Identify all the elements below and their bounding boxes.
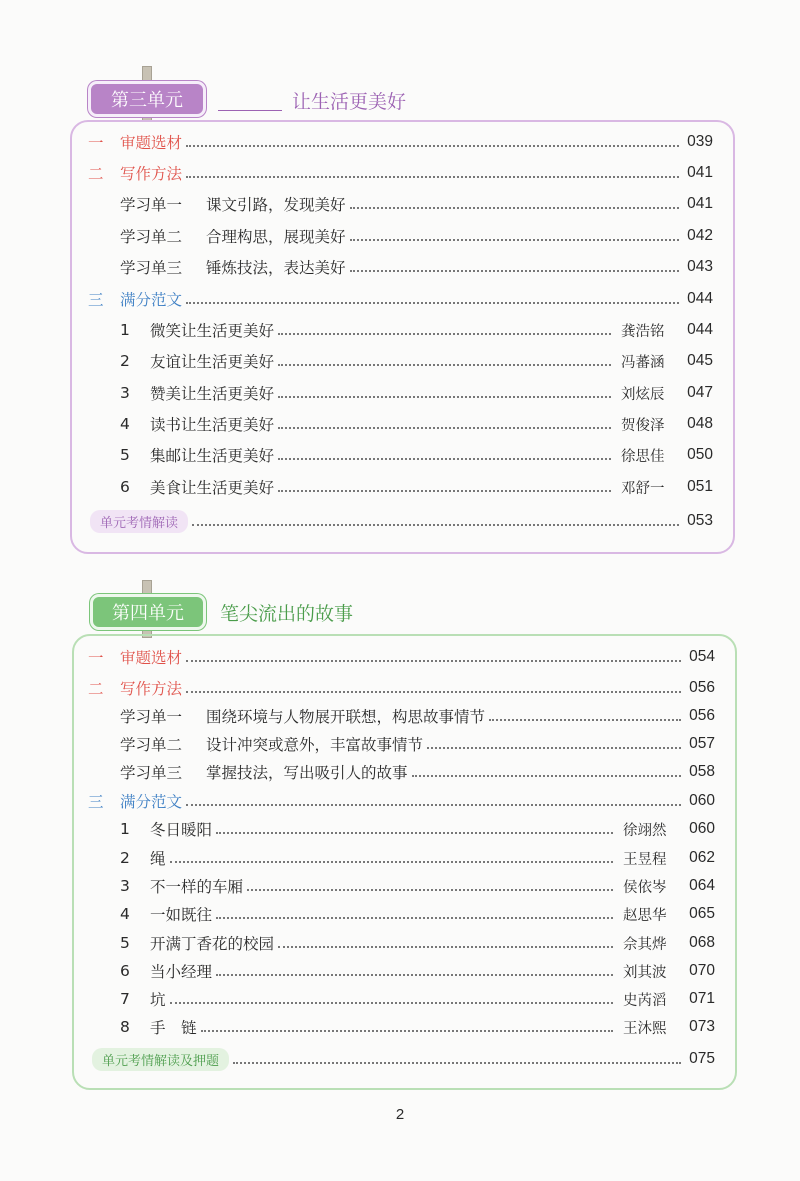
toc-essay-row[interactable] — [120, 472, 713, 502]
toc-section-row[interactable] — [88, 127, 713, 157]
toc-essay-row[interactable] — [120, 346, 713, 376]
study-unit-label: 学习单二 — [120, 736, 183, 754]
study-unit-text: 设计冲突或意外，丰富故事情节 — [206, 736, 424, 754]
page-ref: 056 — [689, 679, 715, 696]
essay-author: 冯蕃涵 — [621, 354, 665, 371]
toc-essay-row[interactable] — [120, 871, 715, 901]
leader-dots — [216, 974, 613, 976]
essay-number: 2 — [120, 849, 130, 867]
page-ref: 054 — [689, 648, 715, 665]
toc-section-row[interactable] — [88, 673, 715, 703]
page-ref: 064 — [689, 877, 715, 894]
leader-dots — [192, 524, 679, 526]
essay-number: 7 — [120, 990, 130, 1008]
essay-author: 刘其波 — [623, 964, 667, 981]
essay-title: 不一样的车厢 — [150, 878, 244, 896]
study-unit-label: 学习单三 — [120, 259, 183, 277]
leader-dots — [350, 239, 679, 241]
page-number: 2 — [395, 1106, 405, 1123]
page-ref: 051 — [687, 478, 713, 495]
toc-footer-row[interactable] — [90, 506, 713, 536]
essay-number: 5 — [120, 934, 130, 952]
essay-number: 1 — [120, 321, 130, 339]
unit-review-pill: 单元考情解读及押题 — [92, 1048, 229, 1071]
essay-title: 微笑让生活更美好 — [150, 322, 275, 340]
essay-number: 4 — [120, 905, 130, 923]
leader-dots — [278, 490, 611, 492]
unit-title — [218, 87, 406, 114]
essay-title: 绳 — [150, 850, 166, 868]
toc-essay-row[interactable] — [120, 899, 715, 929]
leader-dots — [489, 719, 681, 721]
toc-study-row[interactable] — [120, 701, 715, 731]
study-unit-label: 学习单二 — [120, 228, 183, 246]
page-ref: 057 — [689, 735, 715, 752]
page-ref: 042 — [687, 227, 713, 244]
leader-dots — [216, 917, 613, 919]
leader-dots — [278, 396, 611, 398]
section-number: 一 — [88, 649, 104, 667]
section-number: 三 — [88, 291, 104, 309]
section-label: 写作方法 — [120, 680, 183, 698]
essay-number: 6 — [120, 962, 130, 980]
page-ref: 062 — [689, 849, 715, 866]
toc-study-row[interactable] — [120, 189, 713, 219]
page-ref: 071 — [689, 990, 715, 1007]
section-number: 二 — [88, 165, 104, 183]
page-ref: 050 — [687, 446, 713, 463]
toc-essay-row[interactable] — [120, 984, 715, 1014]
page-ref: 045 — [687, 352, 713, 369]
leader-dots — [350, 270, 679, 272]
study-unit-text: 课文引路，发现美好 — [206, 196, 346, 214]
study-unit-text: 锤炼技法，表达美好 — [206, 259, 346, 277]
title-blank-line — [218, 92, 282, 111]
essay-number: 3 — [120, 384, 130, 402]
toc-essay-row[interactable] — [120, 843, 715, 873]
page-ref: 044 — [687, 290, 713, 307]
essay-author: 王昱程 — [623, 851, 667, 868]
page-ref: 043 — [687, 258, 713, 275]
study-unit-label: 学习单一 — [120, 196, 183, 214]
toc-section-row[interactable] — [88, 158, 713, 188]
study-unit-text: 合理构思，展现美好 — [206, 228, 346, 246]
toc-footer-row[interactable] — [92, 1044, 715, 1074]
leader-dots — [412, 775, 681, 777]
section-label: 满分范文 — [120, 793, 183, 811]
study-unit-text: 围绕环境与人物展开联想，构思故事情节 — [206, 708, 486, 726]
page-ref: 044 — [687, 321, 713, 338]
toc-section-row[interactable] — [88, 786, 715, 816]
essay-title: 坑 — [150, 991, 166, 1009]
essay-author: 侯依岑 — [623, 879, 667, 896]
toc-section-row[interactable] — [88, 284, 713, 314]
essay-author: 佘其烨 — [623, 936, 667, 953]
leader-dots — [170, 1002, 613, 1004]
page-ref: 041 — [687, 195, 713, 212]
toc-study-row[interactable] — [120, 221, 713, 251]
leader-dots — [186, 176, 679, 178]
page-ref: 060 — [689, 820, 715, 837]
page-ref: 068 — [689, 934, 715, 951]
essay-number: 1 — [120, 820, 130, 838]
leader-dots — [233, 1062, 681, 1064]
essay-title: 手 链 — [150, 1019, 197, 1037]
essay-title: 友谊让生活更美好 — [150, 353, 275, 371]
essay-number: 3 — [120, 877, 130, 895]
essay-number: 5 — [120, 446, 130, 464]
section-number: 二 — [88, 680, 104, 698]
leader-dots — [278, 458, 611, 460]
section-number: 一 — [88, 134, 104, 152]
leader-dots — [186, 145, 679, 147]
leader-dots — [350, 207, 679, 209]
leader-dots — [186, 660, 681, 662]
page-ref: 047 — [687, 384, 713, 401]
essay-number: 6 — [120, 478, 130, 496]
essay-title: 当小经理 — [150, 963, 213, 981]
toc-essay-row[interactable] — [120, 315, 713, 345]
toc-study-row[interactable] — [120, 252, 713, 282]
toc-section-row[interactable] — [88, 642, 715, 672]
leader-dots — [278, 364, 611, 366]
page-ref: 039 — [687, 133, 713, 150]
section-label: 满分范文 — [120, 291, 183, 309]
leader-dots — [278, 427, 611, 429]
essay-author: 刘炫辰 — [621, 386, 665, 403]
page-ref: 056 — [689, 707, 715, 724]
page-ref: 070 — [689, 962, 715, 979]
essay-author: 史芮滔 — [623, 992, 667, 1009]
page-ref: 075 — [689, 1050, 715, 1067]
essay-author: 贺俊泽 — [621, 417, 665, 434]
leader-dots — [278, 946, 613, 948]
unit-label-badge: 第三单元 — [88, 81, 206, 117]
study-unit-text: 掌握技法，写出吸引人的故事 — [206, 764, 408, 782]
toc-essay-row[interactable] — [120, 1012, 715, 1042]
page-ref: 053 — [687, 512, 713, 529]
essay-title: 赞美让生活更美好 — [150, 385, 275, 403]
leader-dots — [427, 747, 681, 749]
toc-essay-row[interactable] — [120, 814, 715, 844]
toc-essay-row[interactable] — [120, 378, 713, 408]
unit-label-badge: 第四单元 — [90, 594, 206, 630]
page-ref: 058 — [689, 763, 715, 780]
section-number: 三 — [88, 793, 104, 811]
page-ref: 041 — [687, 164, 713, 181]
essay-number: 4 — [120, 415, 130, 433]
toc-essay-row[interactable] — [120, 956, 715, 986]
essay-author: 赵思华 — [623, 907, 667, 924]
essay-author: 龚浩铭 — [621, 323, 665, 340]
page-ref: 065 — [689, 905, 715, 922]
section-label: 审题选材 — [120, 649, 183, 667]
essay-title: 集邮让生活更美好 — [150, 447, 275, 465]
essay-author: 邓舒一 — [621, 480, 665, 497]
page-ref: 048 — [687, 415, 713, 432]
section-label: 审题选材 — [120, 134, 183, 152]
page-ref: 073 — [689, 1018, 715, 1035]
section-label: 写作方法 — [120, 165, 183, 183]
essay-author: 徐思佳 — [621, 448, 665, 465]
unit-title: 笔尖流出的故事 — [220, 603, 354, 625]
toc-essay-row[interactable] — [120, 440, 713, 470]
toc-essay-row[interactable] — [120, 409, 713, 439]
essay-title: 美食让生活更美好 — [150, 479, 275, 497]
unit-review-pill: 单元考情解读 — [90, 510, 188, 533]
study-unit-label: 学习单一 — [120, 708, 183, 726]
leader-dots — [216, 832, 613, 834]
leader-dots — [186, 691, 681, 693]
leader-dots — [186, 302, 679, 304]
page-ref: 060 — [689, 792, 715, 809]
leader-dots — [186, 804, 681, 806]
essay-title: 开满丁香花的校园 — [150, 935, 275, 953]
essay-title: 一如既往 — [150, 906, 213, 924]
leader-dots — [201, 1030, 613, 1032]
toc-study-row[interactable] — [120, 757, 715, 787]
leader-dots — [278, 333, 611, 335]
toc-essay-row[interactable] — [120, 928, 715, 958]
essay-number: 8 — [120, 1018, 130, 1036]
leader-dots — [247, 889, 613, 891]
essay-title: 冬日暖阳 — [150, 821, 213, 839]
essay-number: 2 — [120, 352, 130, 370]
essay-author: 徐翊然 — [623, 822, 667, 839]
unit-title-text: 让生活更美好 — [292, 91, 407, 113]
leader-dots — [170, 861, 613, 863]
toc-study-row[interactable] — [120, 729, 715, 759]
study-unit-label: 学习单三 — [120, 764, 183, 782]
essay-author: 王沐熙 — [623, 1020, 667, 1037]
essay-title: 读书让生活更美好 — [150, 416, 275, 434]
